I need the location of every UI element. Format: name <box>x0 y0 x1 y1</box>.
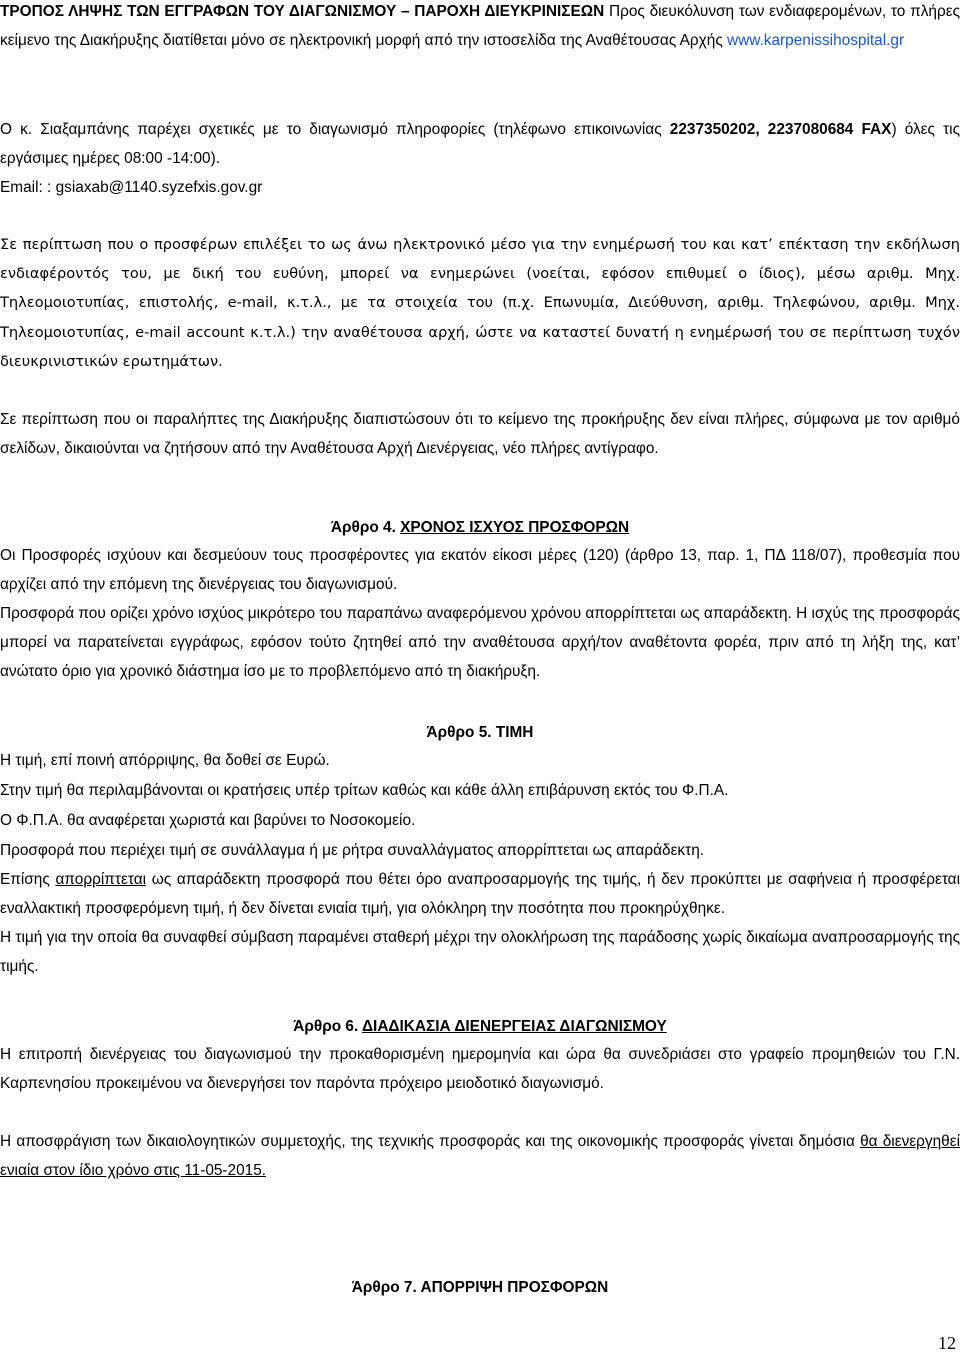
article-4-paragraph-2: Προσφορά που ορίζει χρόνο ισχύος μικρότερο του παραπάνω αναφερόμενου χρόνου απορρίπτεται ως απαράδεκτη. Η ισχύς της προσφοράς μπορεί να παρατείνεται εγγράφως, εφόσον τούτο ζητηθεί από την αναθέτουσα αρχή/τον αναθέτοντα φορέα, πριν από τη λήξη της, κατ’ ανώτατο όριο για χρονικό διάστημα ίσο με το προβλεπόμενο από τη διακήρυξη. <box>0 605 960 681</box>
article-5-text: Επίσης <box>0 871 56 888</box>
article-4-heading <box>0 513 960 542</box>
contact-email: Email: : gsiaxab@1140.syzefxis.gov.gr <box>0 179 263 197</box>
article-6-heading <box>0 1012 960 1041</box>
article-4-paragraph: Οι Προσφορές ισχύουν και δεσμεύουν τους προσφέροντες για εκατόν είκοσι μέρες (120) (άρθρο 13, παρ. 1, ΠΔ 118/07), προθεσμία που αρχίζει από την επόμενη της διενέργειας του διαγωνισμού. <box>0 547 960 594</box>
website-link[interactable]: www.karpenissihospital.gr <box>727 32 905 50</box>
article-5-heading: Άρθρο 5. ΤΙΜΗ <box>426 724 534 741</box>
article-6-text: Η αποσφράγιση των δικαιολογητικών συμμετοχής, της τεχνικής προσφοράς και της οικονομικής προσφοράς γίνεται δημόσια <box>0 1133 861 1150</box>
article-7-heading: Άρθρο 7. ΑΠΟΡΡΙΨΗ ΠΡΟΣΦΟΡΩΝ <box>351 1279 609 1296</box>
article-6-paragraph: Η επιτροπή διενέργειας του διαγωνισμού την προκαθορισμένη ημερομηνία και ώρα θα συνεδριάσει στο γραφείο προμηθειών του Γ.Ν. Καρπενησίου προκειμένου να διενεργήσει τον παρόντα πρόχειρο μειοδοτικό διαγωνισμό. <box>0 1046 960 1093</box>
intro-text: Προς διευκόλυνση των ενδιαφερομένων, το πλήρες κείμενο της Διακήρυξης διατίθεται μόνο σε ηλεκτρονική μορφή από την ιστοσελίδα της Αναθέτουσας Αρχής <box>0 3 960 50</box>
article-5-line: Ο Φ.Π.Α. θα αναφέρεται χωριστά και βαρύνει το Νοσοκομείο. <box>0 812 416 829</box>
contact-paragraph <box>0 115 960 203</box>
contact-phones: 2237350202, 2237080684 FAX <box>669 121 892 138</box>
article-5-underlined: απορρίπτεται <box>55 871 147 888</box>
article-6-number: Άρθρο 6. <box>293 1018 359 1035</box>
article-6-underlined: θα διενεργηθεί ενιαία στον ίδιο χρόνο στις 11-05-2015. <box>0 1133 960 1180</box>
contact-text: Ο κ. Σιαξαμπάνης παρέχει σχετικές με το διαγωνισμό πληροφορίες (τηλέφωνο επικοινωνίας <box>0 121 662 138</box>
article-6-title: ΔΙΑΔΙΚΑΣΙΑ ΔΙΕΝΕΡΓΕΙΑΣ ΔΙΑΓΩΝΙΣΜΟΥ <box>361 1018 667 1035</box>
article-6-paragraph-2 <box>0 1127 960 1185</box>
page-number: 12 <box>938 1333 956 1353</box>
notice-paragraph: Σε περίπτωση που ο προσφέρων επιλέξει το ως άνω ηλεκτρονικό μέσο για την ενημέρωσή του και κατ’ επέκταση την εκδήλωση ενδιαφέροντός του, με δική του ευθύνη, μπορεί να ενημερώνει (νοείται, εφόσον επιθυμεί ο ίδιος), μέσω αριθμ. Μηχ. Τηλεομοιοτυπίας, επιστολής, e-mail, κ.τ.λ., με τα στοιχεία του (π.χ. Επωνυμία, Διεύθυνση, αριθμ. Τηλεφώνου, αριθμ. Μηχ. Τηλεομοιοτυπίας, e-mail account κ.τ.λ.) την αναθέτουσα αρχή, ώστε να καταστεί δυνατή η ενημέρωσή του σε περίπτωση τυχόν διευκρινιστικών ερωτημάτων. <box>0 236 960 370</box>
intro-heading: ΤΡΟΠΟΣ ΛΗΨΗΣ ΤΩΝ ΕΓΓΡΑΦΩΝ ΤΟΥ ΔΙΑΓΩΝΙΣΜΟΥ – ΠΑΡΟΧΗ ΔΙΕΥΚΡΙΝΙΣΕΩΝ <box>0 3 605 20</box>
intro-paragraph <box>0 0 960 55</box>
article-5-paragraph-2: Η τιμή για την οποία θα συναφθεί σύμβαση παραμένει σταθερή μέχρι την ολοκλήρωση της παράδοσης χωρίς δικαίωμα αναπροσαρμογής της τιμής. <box>0 929 960 976</box>
article-5-line: Προσφορά που περιέχει τιμή σε συνάλλαγμα ή με ρήτρα συναλλάγματος απορρίπτεται ως απαράδεκτη. <box>0 842 705 859</box>
article-5-text: ως απαράδεκτη προσφορά που θέτει όρο αναπροσαρμογής της τιμής, ή δεν προκύπτει με σαφήνεια ή προσφέρεται εναλλακτική προσφερόμενη τιμή, ή δεν δίνεται ενιαία τιμή, για ολόκληρη την ποσότητα που προκηρύχθηκε. <box>0 871 960 918</box>
article-5-line: Στην τιμή θα περιλαμβάνονται οι κρατήσεις υπέρ τρίτων καθώς και κάθε άλλη επιβάρυνση εκτός του Φ.Π.Α. <box>0 782 729 799</box>
article-4-title: ΧΡΟΝΟΣ ΙΣΧΥΟΣ ΠΡΟΣΦΟΡΩΝ <box>400 519 630 536</box>
article-5-paragraph <box>0 865 960 923</box>
article-4-number: Άρθρο 4. <box>330 519 396 536</box>
notice-paragraph-2: Σε περίπτωση που οι παραλήπτες της Διακήρυξης διαπιστώσουν ότι το κείμενο της προκήρυξης δεν είναι πλήρες, σύμφωνα με τον αριθμό σελίδων, δικαιούνται να ζητήσουν από την Αναθέτουσα Αρχή Διενέργειας, νέο πλήρες αντίγραφο. <box>0 411 960 458</box>
article-5-line: Η τιμή, επί ποινή απόρριψης, θα δοθεί σε Ευρώ. <box>0 752 330 769</box>
contact-hours: ) όλες τις εργάσιμες ημέρες 08:00 -14:00). <box>0 121 960 168</box>
